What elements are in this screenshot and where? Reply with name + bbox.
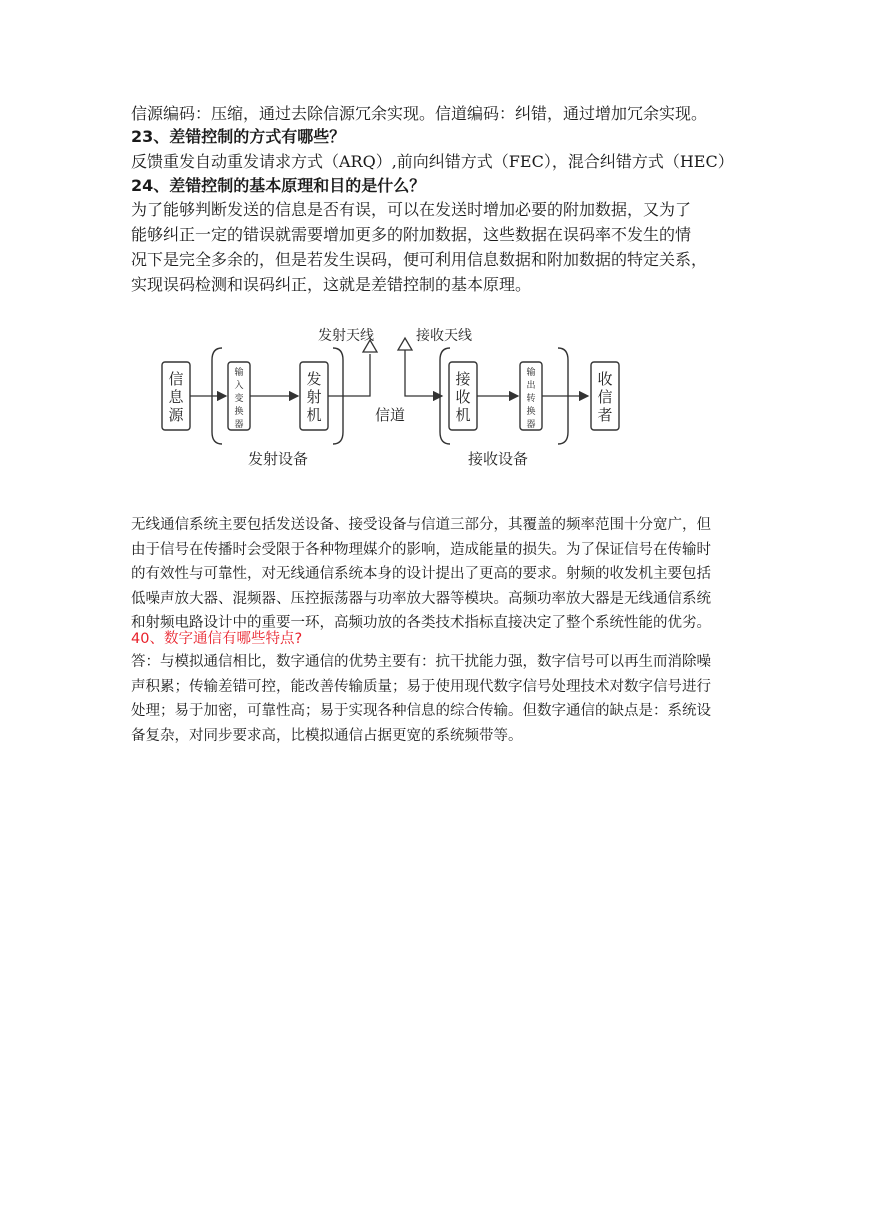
input-transducer-char: 入 [234,381,244,391]
transmitter-char: 机 [306,406,322,424]
heading-question-23: 23、差错控制的方式有哪些？ [131,127,346,146]
text-line: 和射频电路设计中的重要一环，高频功放的各类技术指标直接决定了整个系统性能的优劣。 [131,615,711,631]
transmitter-char: 射 [306,388,322,406]
text-line: 备复杂，对同步要求高，比模拟通信占据更宽的系统频带等。 [131,727,523,744]
input-transducer-char: 换 [234,407,244,417]
output-transducer-char: 输 [526,368,536,378]
paragraph-error-control-methods: 反馈重发自动重发请求方式（ARQ）,前向纠错方式（FEC），混合纠错方式（HEC） [131,152,734,171]
sink-char: 收 [597,370,613,388]
output-transducer-char: 器 [526,420,536,430]
input-transducer-char: 变 [234,394,244,404]
tx-group-label: 发射设备 [247,450,309,468]
receiver-char: 接 [455,370,471,388]
text-line: 由于信号在传播时会受限于各种物理媒介的影响，造成能量的损失。为了保证信号在传输时 [131,541,711,558]
heading-question-40: 40、数字通信有哪些特点? [131,631,303,647]
text-line: 实现误码检测和误码纠正，这就是差错控制的基本原理。 [131,275,532,294]
text-line: 处理；易于加密，可靠性高；易于实现各种信息的综合传输。但数字通信的缺点是：系统设 [131,703,711,719]
transmitter-char: 发 [306,370,322,388]
text-line: 能够纠正一定的错误就需要增加更多的附加数据，这些数据在误码率不发生的情 [131,225,692,244]
text-line: 的有效性与可靠性，对无线通信系统本身的设计提出了更高的要求。射频的收发机主要包括 [131,566,711,582]
text-line: 声积累；传输差错可控，能改善传输质量；易于使用现代数字信号处理技术对数字信号进行 [131,678,711,695]
input-transducer-char: 器 [234,420,244,430]
text-line: 为了能够判断发送的信息是否有误，可以在发送时增加必要的附加数据，又为了 [131,200,692,219]
tx-antenna-label: 发射天线 [318,328,374,344]
rx-antenna-icon [398,338,412,350]
sink-char: 信 [597,388,613,406]
text-line: 无线通信系统主要包括发送设备、接受设备与信道三部分，其覆盖的频率范围十分宽广，但 [131,517,711,533]
text-line: 况下是完全多余的，但是若发生误码，便可利用信息数据和附加数据的特定关系， [131,250,708,269]
output-transducer-char: 换 [526,407,536,417]
wireless-system-diagram [150,318,640,478]
output-transducer-char: 出 [526,381,536,391]
sink-char: 者 [597,406,613,424]
heading-question-24: 24、差错控制的基本原理和目的是什么？ [131,176,426,195]
text-line: 低噪声放大器、混频器、压控振荡器与功率放大器等模块。高频功率放大器是无线通信系统 [131,590,711,607]
source-char: 息 [168,388,184,406]
receiver-char: 收 [455,388,471,406]
input-transducer-char: 输 [234,368,244,378]
channel-label: 信道 [374,406,406,424]
rx-antenna-label: 接收天线 [416,328,472,344]
source-char: 源 [168,406,184,424]
rx-antenna-feed [405,350,442,396]
rx-group-label: 接收设备 [467,450,529,468]
paragraph-error-control-principle [131,197,741,297]
receiver-char: 机 [455,406,471,424]
text-line: 答：与模拟通信相比，数字通信的优势主要有：抗干扰能力强，数字信号可以再生而消除噪 [131,654,711,670]
tx-antenna-feed [328,354,370,396]
source-char: 信 [168,370,184,388]
paragraph-digital-communication-features [131,650,741,748]
output-transducer-char: 转 [526,394,536,404]
paragraph-source-channel-coding: 信源编码：压缩，通过去除信源冗余实现。信道编码：纠错，通过增加冗余实现。 [131,104,708,123]
paragraph-wireless-system [131,513,741,636]
